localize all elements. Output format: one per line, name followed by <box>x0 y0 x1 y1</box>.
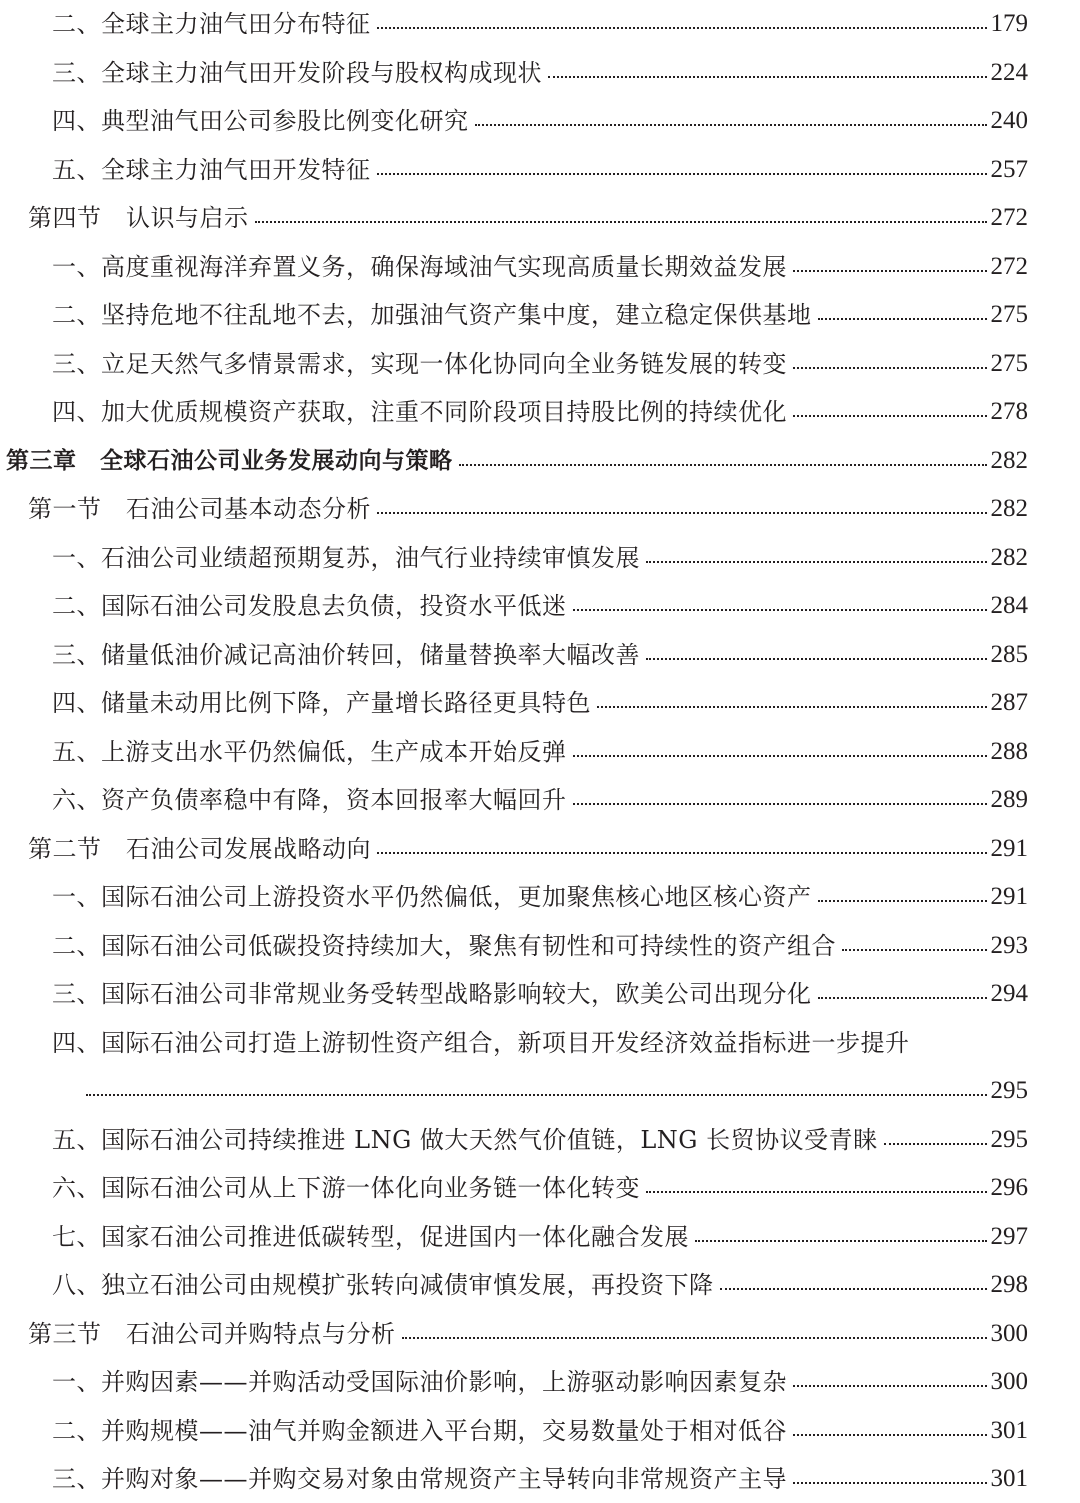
toc-entry-page: 296 <box>990 1174 1028 1201</box>
dot-leader <box>646 1190 987 1193</box>
toc-entry-first-line[interactable] <box>52 1026 1028 1060</box>
toc-entry-title: 第一节 石油公司基本动态分析 <box>28 495 371 523</box>
toc-entry[interactable] <box>52 735 1028 769</box>
toc-entry-title: 六、国际石油公司从上下游一体化向业务链一体化转变 <box>52 1174 640 1202</box>
toc-entry-title: 一、并购因素——并购活动受国际油价影响，上游驱动影响因素复杂 <box>52 1368 787 1396</box>
toc-entry-page: 272 <box>990 204 1028 231</box>
toc-entry-page: 278 <box>990 398 1028 425</box>
dot-leader <box>255 220 987 223</box>
toc-entry[interactable] <box>52 541 1028 575</box>
toc-entry-title: 二、国际石油公司低碳投资持续加大，聚焦有韧性和可持续性的资产组合 <box>52 932 836 960</box>
toc-entry-page: 224 <box>990 59 1028 86</box>
toc-section-entry[interactable] <box>28 1317 1028 1351</box>
toc-entry-title: 二、坚持危地不往乱地不去，加强油气资产集中度，建立稳定保供基地 <box>52 301 812 329</box>
dot-leader <box>475 123 987 126</box>
toc-entry[interactable] <box>52 347 1028 381</box>
dot-leader <box>377 26 987 29</box>
toc-entry-page: 288 <box>990 738 1028 765</box>
dot-leader <box>377 172 987 175</box>
dot-leader <box>793 1384 987 1387</box>
toc-section-entry[interactable] <box>28 492 1028 526</box>
toc-entry[interactable] <box>52 977 1028 1011</box>
toc-chapter-entry[interactable] <box>6 444 1028 478</box>
dot-leader <box>402 1336 987 1339</box>
toc-entry-title: 五、国际石油公司持续推进 LNG 做大天然气价值链，LNG 长贸协议受青睐 <box>52 1126 878 1154</box>
toc-entry[interactable] <box>52 1123 1028 1157</box>
toc-entry-page: 300 <box>990 1320 1028 1347</box>
toc-entry-page: 291 <box>990 883 1028 910</box>
toc-entry-title: 第三节 石油公司并购特点与分析 <box>28 1320 396 1348</box>
toc-entry-page: 298 <box>990 1271 1028 1298</box>
toc-entry-title: 一、高度重视海洋弃置义务，确保海域油气实现高质量长期效益发展 <box>52 253 787 281</box>
toc-entry[interactable] <box>52 153 1028 187</box>
dot-leader <box>793 1433 987 1436</box>
dot-leader <box>548 75 987 78</box>
dot-leader <box>793 366 987 369</box>
toc-entry-page: 282 <box>990 544 1028 571</box>
dot-leader <box>573 802 987 805</box>
dot-leader <box>720 1287 987 1290</box>
toc-entry-title: 一、国际石油公司上游投资水平仍然偏低，更加聚焦核心地区核心资产 <box>52 883 812 911</box>
toc-entry-page: 294 <box>990 980 1028 1007</box>
toc-entry-title: 三、并购对象——并购交易对象由常规资产主导转向非常规资产主导 <box>52 1465 787 1493</box>
toc-entry-page: 257 <box>990 156 1028 183</box>
toc-entry-title: 五、全球主力油气田开发特征 <box>52 156 371 184</box>
toc-entry[interactable] <box>52 1171 1028 1205</box>
toc-section-entry[interactable] <box>28 832 1028 866</box>
toc-entry-title: 三、储量低油价减记高油价转回，储量替换率大幅改善 <box>52 641 640 669</box>
toc-entry-page: 272 <box>990 253 1028 280</box>
toc-entry[interactable] <box>52 298 1028 332</box>
dot-leader <box>818 317 987 320</box>
toc-entry-page: 297 <box>990 1223 1028 1250</box>
toc-entry-title: 第四节 认识与启示 <box>28 204 249 232</box>
dot-leader <box>377 851 987 854</box>
toc-entry-continuation[interactable] <box>86 1074 1028 1108</box>
toc-entry-title: 七、国家石油公司推进低碳转型，促进国内一体化融合发展 <box>52 1223 689 1251</box>
dot-leader <box>459 463 987 466</box>
toc-entry-page: 300 <box>990 1368 1028 1395</box>
toc-entry-title: 二、国际石油公司发股息去负债，投资水平低迷 <box>52 592 567 620</box>
toc-entry-title: 第三章 全球石油公司业务发展动向与策略 <box>6 448 453 474</box>
dot-leader <box>646 560 987 563</box>
toc-entry[interactable] <box>52 7 1028 41</box>
dot-leader <box>818 996 987 999</box>
toc-entry-title: 二、全球主力油气田分布特征 <box>52 10 371 38</box>
dot-leader <box>842 948 987 951</box>
toc-entry-title: 一、石油公司业绩超预期复苏，油气行业持续审慎发展 <box>52 544 640 572</box>
toc-entry-title: 六、资产负债率稳中有降，资本回报率大幅回升 <box>52 786 567 814</box>
toc-entry-page: 289 <box>990 786 1028 813</box>
toc-entry-title: 三、国际石油公司非常规业务受转型战略影响较大，欧美公司出现分化 <box>52 980 812 1008</box>
toc-entry-page: 179 <box>990 10 1028 37</box>
toc-entry[interactable] <box>52 250 1028 284</box>
toc-entry[interactable] <box>52 929 1028 963</box>
toc-entry[interactable] <box>52 1462 1028 1496</box>
toc-entry-title: 三、全球主力油气田开发阶段与股权构成现状 <box>52 59 542 87</box>
toc-section-entry[interactable] <box>28 201 1028 235</box>
toc-entry-page: 295 <box>990 1126 1028 1153</box>
toc-entry[interactable] <box>52 783 1028 817</box>
toc-entry-page: 301 <box>990 1417 1028 1444</box>
dot-leader <box>573 608 987 611</box>
toc-entry[interactable] <box>52 880 1028 914</box>
toc-entry-page: 240 <box>990 107 1028 134</box>
dot-leader <box>695 1239 987 1242</box>
dot-leader <box>86 1093 987 1096</box>
toc-entry[interactable] <box>52 1220 1028 1254</box>
toc-entry-page: 285 <box>990 641 1028 668</box>
dot-leader <box>884 1142 987 1145</box>
dot-leader <box>793 269 987 272</box>
dot-leader <box>573 754 987 757</box>
toc-entry[interactable] <box>52 1268 1028 1302</box>
toc-entry-title: 第二节 石油公司发展战略动向 <box>28 835 371 863</box>
toc-entry-page: 282 <box>990 495 1028 522</box>
toc-entry-title: 二、并购规模——油气并购金额进入平台期，交易数量处于相对低谷 <box>52 1417 787 1445</box>
dot-leader <box>646 657 987 660</box>
toc-entry-title: 三、立足天然气多情景需求，实现一体化协同向全业务链发展的转变 <box>52 350 787 378</box>
toc-entry-title: 四、典型油气田公司参股比例变化研究 <box>52 107 469 135</box>
dot-leader <box>793 414 987 417</box>
toc-entry[interactable] <box>52 395 1028 429</box>
toc-entry[interactable] <box>52 56 1028 90</box>
toc-entry-page: 275 <box>990 350 1028 377</box>
toc-entry-title: 四、国际石油公司打造上游韧性资产组合，新项目开发经济效益指标进一步提升 <box>52 1029 910 1057</box>
toc-entry-title: 四、储量未动用比例下降，产量增长路径更具特色 <box>52 689 591 717</box>
toc-entry-page: 284 <box>990 592 1028 619</box>
toc-entry[interactable] <box>52 638 1028 672</box>
dot-leader <box>377 511 987 514</box>
toc-entry-page: 282 <box>990 447 1028 474</box>
toc-entry-page: 293 <box>990 932 1028 959</box>
toc-entry-page: 295 <box>990 1077 1028 1104</box>
toc-entry-title: 五、上游支出水平仍然偏低，生产成本开始反弹 <box>52 738 567 766</box>
toc-entry[interactable] <box>52 104 1028 138</box>
toc-entry-title: 四、加大优质规模资产获取，注重不同阶段项目持股比例的持续优化 <box>52 398 787 426</box>
dot-leader <box>793 1481 987 1484</box>
toc-entry-page: 291 <box>990 835 1028 862</box>
toc-entry-page: 301 <box>990 1465 1028 1492</box>
toc-entry[interactable] <box>52 686 1028 720</box>
toc-entry[interactable] <box>52 589 1028 623</box>
toc-entry[interactable] <box>52 1414 1028 1448</box>
dot-leader <box>597 705 987 708</box>
toc-entry[interactable] <box>52 1365 1028 1399</box>
toc-entry-page: 287 <box>990 689 1028 716</box>
toc-entry-title: 八、独立石油公司由规模扩张转向减债审慎发展，再投资下降 <box>52 1271 714 1299</box>
dot-leader <box>818 899 987 902</box>
toc-entry-page: 275 <box>990 301 1028 328</box>
